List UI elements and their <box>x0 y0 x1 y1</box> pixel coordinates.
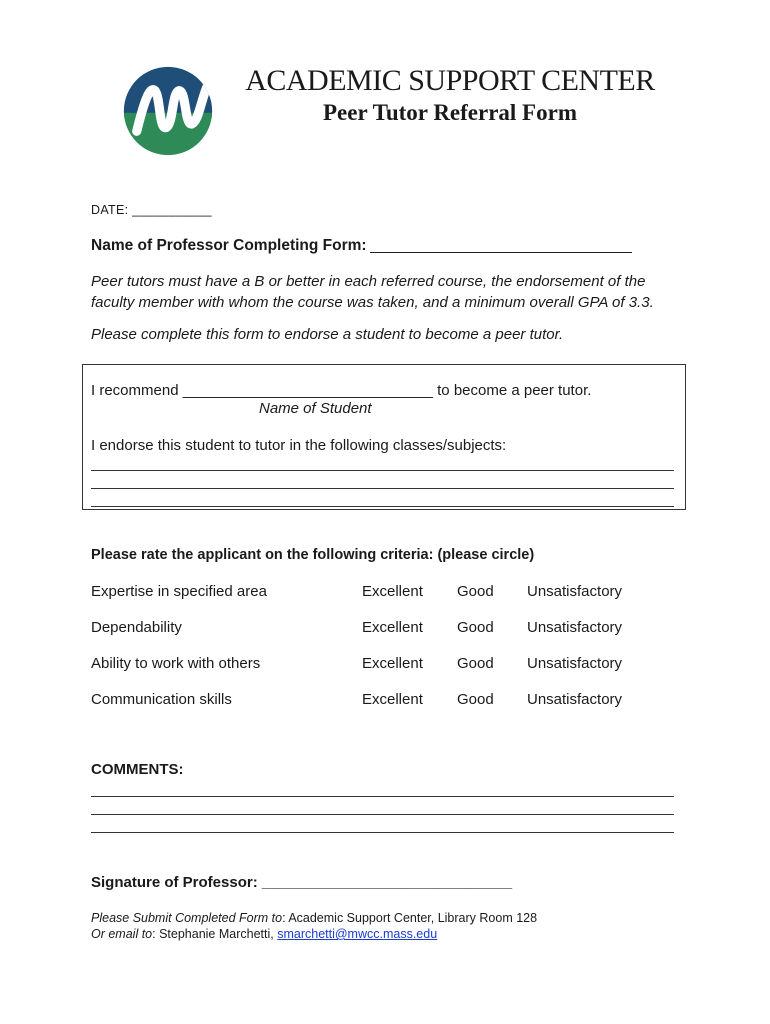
rating-option-unsatisfactory[interactable]: Unsatisfactory <box>527 655 623 672</box>
classes-line-3[interactable] <box>91 506 674 507</box>
rating-option-good[interactable]: Good <box>457 619 494 636</box>
form-subtitle: Peer Tutor Referral Form <box>323 100 577 125</box>
classes-line-1[interactable] <box>91 470 674 471</box>
rating-option-unsatisfactory[interactable]: Unsatisfactory <box>527 619 623 636</box>
submit-label: Please Submit Completed Form to <box>91 911 283 925</box>
rating-option-excellent[interactable]: Excellent <box>362 691 423 708</box>
rating-option-good[interactable]: Good <box>457 691 494 708</box>
requirements-text: Peer tutors must have a B or better in each referred course, the endorsement of the faculty member with whom the course was taken, and a minimum overall GPA of 3.3. <box>91 273 654 311</box>
rating-heading: Please rate the applicant on the following criteria: (please circle) <box>91 547 535 563</box>
criterion-label: Expertise in specified area <box>91 583 267 600</box>
classes-line-2[interactable] <box>91 488 674 489</box>
page-title: ACADEMIC SUPPORT CENTER <box>245 64 655 97</box>
comments-line-1[interactable] <box>91 796 674 797</box>
rating-option-unsatisfactory[interactable]: Unsatisfactory <box>527 583 623 600</box>
rating-option-excellent[interactable]: Excellent <box>362 619 423 636</box>
submission-info <box>91 910 537 942</box>
email-label: Or email to <box>91 927 153 941</box>
signature-field[interactable]: Signature of Professor: ______________________________ <box>91 874 513 891</box>
comments-line-2[interactable] <box>91 814 674 815</box>
date-field[interactable]: DATE: ___________ <box>91 203 212 217</box>
instruction-text: Please complete this form to endorse a student to become a peer tutor. <box>91 326 564 343</box>
rating-option-excellent[interactable]: Excellent <box>362 583 423 600</box>
rating-option-excellent[interactable]: Excellent <box>362 655 423 672</box>
contact-name: : Stephanie Marchetti, <box>152 927 278 941</box>
student-name-label: Name of Student <box>259 400 372 417</box>
rating-option-unsatisfactory[interactable]: Unsatisfactory <box>527 691 623 708</box>
criterion-label: Ability to work with others <box>91 655 261 672</box>
email-link[interactable]: smarchetti@mwcc.mass.edu <box>277 927 438 941</box>
recommend-student-field[interactable]: I recommend ______________________________ to become a peer tutor. <box>91 382 592 399</box>
rating-option-good[interactable]: Good <box>457 655 494 672</box>
criterion-label: Dependability <box>91 619 182 636</box>
comments-label: COMMENTS: <box>91 761 184 778</box>
comments-line-3[interactable] <box>91 832 674 833</box>
rating-option-good[interactable]: Good <box>457 583 494 600</box>
submit-location: : Academic Support Center, Library Room 128 <box>282 911 538 925</box>
criterion-label: Communication skills <box>91 691 232 708</box>
professor-name-field[interactable] <box>370 252 632 253</box>
professor-name-label: Name of Professor Completing Form: <box>91 237 367 254</box>
endorse-classes-label: I endorse this student to tutor in the following classes/subjects: <box>91 437 507 454</box>
